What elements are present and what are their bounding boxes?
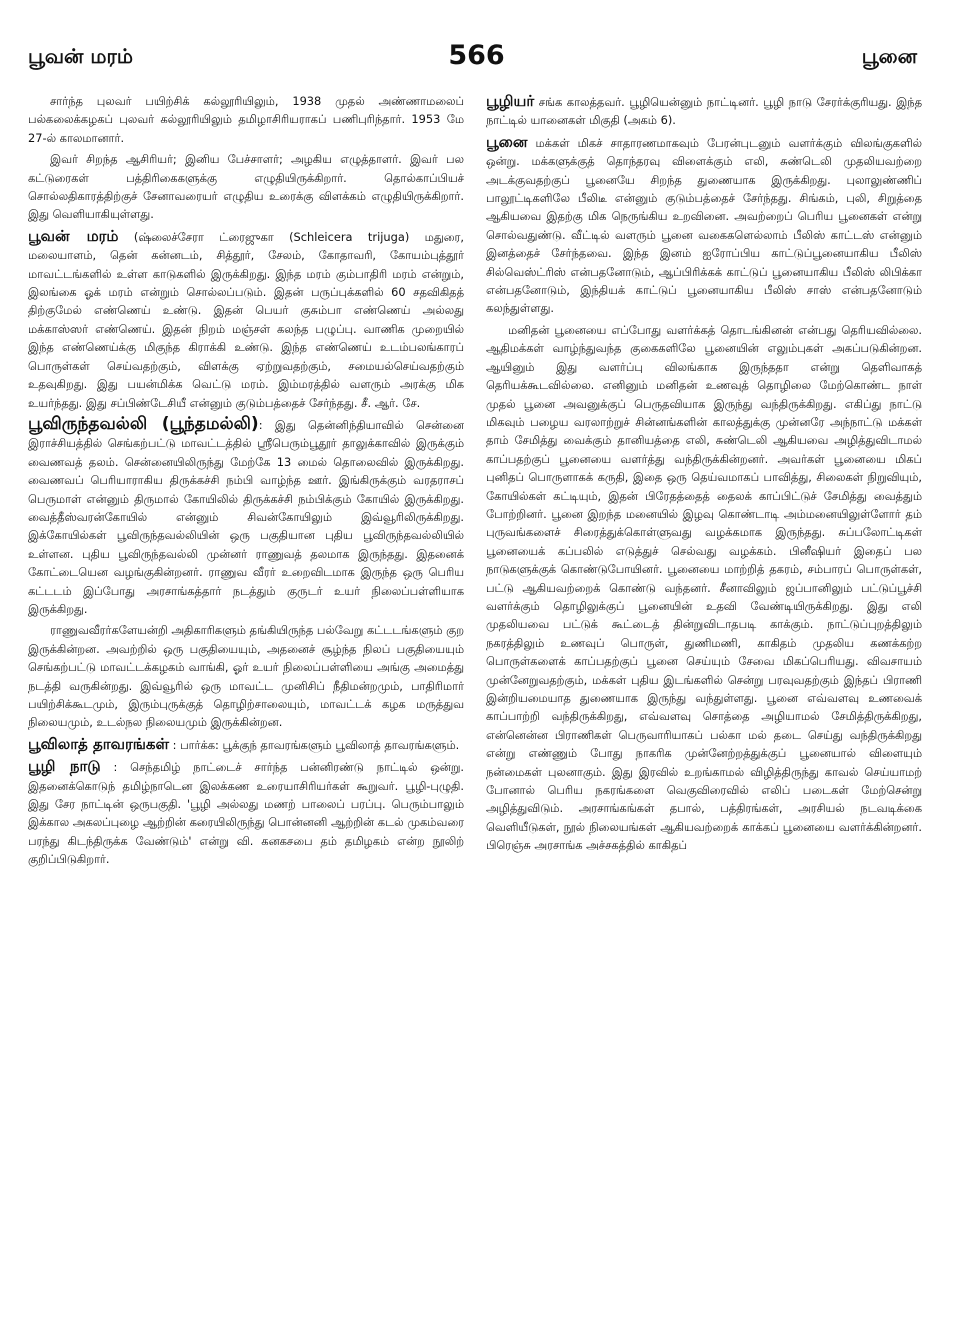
entry-poonai xyxy=(486,133,922,318)
entry-headword: பூவிலாத் தாவரங்கள் xyxy=(28,734,170,753)
entry-headword: பூவன் மரம் xyxy=(28,226,119,245)
page-number: 566 xyxy=(448,40,505,71)
entry-text: : பார்க்க: பூக்குந் தாவரங்களும் பூவிலாத் தாவரங்களும். xyxy=(172,737,460,752)
entry-paragraph xyxy=(28,150,464,224)
entry-paragraph xyxy=(486,321,922,855)
entry-poovan-maram xyxy=(28,227,464,412)
entry-text: சார்ந்த புலவர் பயிற்சிக் கல்லூரியிலும், 1938 முதல் அண்ணாமலைப் பல்கலைக்கழகப் புலவர் கல்லூரியிலும் தமிழாசிரியராகப் பணிபுரிந்தார். 1953 மே 27-ல் காலமானார். xyxy=(28,94,464,145)
entry-text: இவர் சிறந்த ஆசிரியர்; இனிய பேச்சாளர்; அழகிய எழுத்தாளர். இவர் பல கட்டுரைகள் பத்திரிகைகளுக்கு எழுதியிருக்கிறார். தொல்காப்பியச் சொல்லதிகாரத்திற்குச் சேனாவரையர் எழுதிய உரைக்கு விளக்கம் எழுதியிருக்கிறார். இது வெளியாகியுள்ளது. xyxy=(28,152,464,222)
entry-headword: பூவிருந்தவல்லி (பூந்தமல்லி) xyxy=(28,413,259,434)
right-column xyxy=(486,92,922,1328)
entry-text: : செந்தமிழ் நாட்டைச் சார்ந்த பன்னிரண்டு நாட்டில் ஒன்று. இதனைக்கொடுந் தமிழ்நாடென இலக்கண உரையாசிரியர்கள் கூறுவர். பூழி-புழுதி. இது சேர நாட்டின் ஒருபகுதி. 'பூழி அல்லது மணற் பாலைப் பரப்பு. பெரும்பாலும் இக்கால அகலப்புழை ஆற்றின் கரையிலிருந்து பொன்னனி ஆற்றின் கடல் முகம்வரை பரந்து கிடந்திருக்க வேண்டும்' என்று வி. கனகசபை தம் தமிழகம் என்ற நூலிற் குறிப்பிடுகிறார். xyxy=(28,760,464,867)
entry-headword: பூனை xyxy=(486,132,528,151)
entry-poozhi-naadu xyxy=(28,757,464,868)
entry-poovilaa-thavarangal xyxy=(28,735,464,754)
entry-paragraph xyxy=(28,621,464,731)
page-header xyxy=(0,0,953,80)
entry-text: சங்க காலத்தவர். பூழியென்னும் நாட்டினர். பூழி நாடு சேரர்க்குரியது. இந்த நாட்டில் யானைகள் மிகுதி (அகம் 6). xyxy=(486,95,922,128)
running-head-right: பூனை xyxy=(861,44,917,68)
running-head-left: பூவன் மரம் xyxy=(28,44,133,68)
entry-text: ராணுவவீரர்களேயன்றி அதிகாரிகளும் தங்கியிருந்த பல்வேறு கட்டடங்களும் குற இருக்கின்றன. அவற்றில் ஒரு பகுதியையும், அதனைச் சூழ்ந்த நிலப் பகுதியையும் செங்கற்பட்டு மாவட்டக்கழகம் வாங்கி, ஓர் உயர் நிலைப்பள்ளியை அங்கு அமைத்து நடத்தி வருகின்றது. இவ்வூரில் ஒரு மாவட்ட முனிசிப் நீதிமன்றமும், பாதிரிமார் பயிற்சிக்கூடமும், இரும்புருக்குத் தொழிற்சாலையும், மாவட்டக் கழக மருத்துவ நிலையமும், உடல்நல நிலையமும் இருக்கின்றன. xyxy=(28,623,464,730)
entry-text: மனிதன் பூனையை எப்போது வளர்க்கத் தொடங்கினன் என்பது தெரியவில்லை. ஆதிமக்கள் வாழ்ந்துவந்த குகைகளிலே பூனையின் எலும்புகள் அகப்படுகின்றன. ஆயினும் இது வளர்ப்பு விலங்காக இருந்ததா என்று தெளிவாகத் தெரியக்கூடவில்லை. எனினும் மனிதன் உணவுத் தொழிலை மேற்கொண்ட நாள் முதல் பூனை அவனுக்குப் பெருதவியாக இருந்து வந்திருக்கிறது. எகிப்து நாட்டு மிகவும் பழைய வரலாற்றுச் சின்னங்களின் காலத்துக்கு முன்னரே அந்நாட்டு மக்கள் தாம் சேமித்து வைக்கும் தானியத்தை எலி, சுண்டெலி ஆகியவை அழித்துவிடாமல் காப்பதற்குப் பூனையை வளர்த்து வந்திருக்கின்றனர். அவர்கள் பூனையை மிகப் புனிதப் பொருளாகக் கருதி, இதை ஒரு தெய்வமாகப் பாவித்து, சிலைகள் நிறுவியும், கோயில்கள் கட்டியும், இதன் பிரேதத்தைத் தைலக் காப்பிட்டுச் சேமித்து வைத்தும் போற்றினர். பூனை இறந்த மனையில் இழவு கொண்டாடி அம்மனையிலுள்ளோர் தம் புருவங்களைச் சிரைத்துக்கொள்ளுவது வழக்கமாக இருந்தது. சுப்பலோட்டிகள் பூனையைக் கப்பலில் எடுத்துச் செல்வது வழக்கம். பினீஷியர் இதைப் பல நாடுகளுக்குக் கொண்டுபோயினர். பூனையை மாற்றித் தகரம், சம்பாரப் பொருள்கள், பட்டு ஆகியவற்றைக் கொண்டு வந்தனர். சீனாவிலும் ஜப்பானிலும் பட்டுப்பூச்சி வளர்க்கும் தொழிலுக்குப் பூனையின் உதவி வேண்டியிருக்கிறது. இது எலி முதலியவை பட்டுக் கூட்டைத் தின்றுவிடாதபடி காக்கும். நாட்டுப்புறத்திலும் நகரத்திலும் உணவுப் பொருள், துணிமணி, காகிதம் முதலிய கணக்கற்ற பொருள்களைக் காப்பதற்குப் பூனை செய்யும் சேவை மிகப்பெரியது. விவசாயம் முன்னேறுவதற்கும், மக்கள் புதிய இடங்களில் சென்று பரவுவதற்கும் இந்தப் பிராணி இன்றியமையாத துணையாக இருந்து வந்துள்ளது. பூனை எவ்வளவு உணவைக் காப்பாற்றி வந்திருக்கிறது, எவ்வளவு சொத்தை அழியாமல் சேமித்திருக்கிறது, என்னென்ன பிராணிகள் பெருவாரியாகப் பல்கா மல் தடை செய்து வந்திருக்கிறது என்று எண்ணும் போது நாகரிக முன்னேற்றத்துக்குப் பூனையால் விளையும் நன்மைகள் புலனாகும். இது இரவில் உறங்காமல் விழித்திருந்து காவல் செய்யாமற் போனால் பெரிய நகரங்களை வெகுவிரைவில் எலிப் படைகள் மேற்சென்று அழித்துவிடும். அரசாங்கங்கள் தபால், பத்திரங்கள், அரசியல் நடவடிக்கை வெளியீடுகள், நூல் நிலையங்கள் ஆகியவற்றைக் காக்கப் பூனையை வளர்க்கின்றனர். பிரெஞ்சு அரசாங்க அச்சகத்தில் காகிதப் xyxy=(486,322,922,853)
entry-paragraph xyxy=(28,92,464,147)
entry-text: (ஷ்லைச்சேரா ட்ரைஜுகா (Schleicera trijuga) மதுரை, மலையாளம், தென் கன்னடம், சித்தூர், சேலம், கோதாவரி, கோயம்புத்தூர் மாவட்டங்களில் உள்ள காடுகளில் இருக்கிறது. இந்த மரம் கும்பாதிரி மரம் என்றும், இலங்கை ஓக் மரம் என்றும் சொல்லப்படும். இதன் பருப்புக்களில் 60 சதவிகிதத் திற்குமேல் எண்ணெய் உண்டு. இதன் பெயர் குசும்பா எண்ணெய் அல்லது மக்காஸ்ஸர் எண்ணெய். இதன் நிறம் மஞ்சள் கலந்த பழுப்பு. வாணிக முறையில் இந்த எண்ணெய்க்கு மிகுந்த கிராக்கி உண்டு. இந்த எண்ணெய் உடம்பலங்காரப் பொருள்கள் செய்வதற்கும், விளக்கு ஏற்றுவதற்கும், சமையல்செய்வதற்கும் உதவுகிறது. இது பயன்மிக்க வெட்டு மரம். இம்மரத்தில் வளரும் அரக்கு மிக உயர்ந்தது. இது சப்பிண்டேசியீ என்னும் குடும்பத்தைச் சேர்ந்தது. சீ. ஆர். சே. xyxy=(28,229,464,410)
entry-poozhiyar xyxy=(486,92,922,130)
entry-poovirundhavalli xyxy=(28,415,464,618)
entry-headword: பூழியர் xyxy=(486,92,535,110)
entry-text: மக்கள் மிகச் சாதாரணமாகவும் பேரன்புடனும் வளர்க்கும் விலங்குகளில் ஒன்று. மக்களுக்குத் தொந்தரவு விளைக்கும் எலி, சுண்டெலி முதலியவற்றை அடக்குவதற்குப் பூனையே சிறந்த துணையாக இருக்கிறது. புலாலுண்ணிப் பாலூட்டிகளிலே பீலிடீ என்னும் குடும்பத்தைச் சேர்ந்தது. சிங்கம், புலி, சிறுத்தை ஆகியவை இதற்கு மிக நெருங்கிய உறவினை. அவற்றைப் பெரிய பூனைகள் என்று சொல்வதுண்டு. வீட்டில் வளரும் பூனை வகைகளெல்லாம் பீலிஸ் காட்டஸ் என்னும் இனத்தைச் சேர்ந்தவை. இந்த இனம் ஐரோப்பிய காட்டுப்பூனையாகிய பீலிஸ் சில்வெஸ்ட்ரிஸ் என்பதனோடும், ஆப்பிரிக்கக் காட்டுப் பூனையாகிய பீலிஸ் லிபிக்கா என்பதனோடும், இந்தியக் காட்டுப் பூனையாகிய பீலிஸ் சாஸ் என்பதனோடும் கலந்துள்ளது. xyxy=(486,135,922,316)
entry-headword: பூழி நாடு xyxy=(28,757,101,776)
left-column xyxy=(28,92,464,1328)
entry-text: : இது தென்னிந்தியாவில் சென்னை இராச்சியத்தில் செங்கற்பட்டு மாவட்டத்தில் ஸ்ரீபெரும்பூதூர் தாலுக்காவில் இருக்கும் வைணவத் தலம். சென்னையிலிருந்து மேற்கே 13 மைல் தொலைவில் இருக்கிறது. வைணவப் பெரியாராகிய திருக்கச்சி நம்பி வாழ்ந்த ஊர். இங்கிருக்கும் வரதராசப் பெருமாள் என்னும் திருமால் கோயிலில் திருக்கச்சி நம்பிக்கும் கோயில் இருக்கிறது. வைத்தீஸ்வரன்கோயில் என்னும் சிவன்கோயிலும் இவ்வூரிலிருக்கிறது. இக்கோயில்கள் பூவிருந்தவல்லியின் ஒரு பகுதியான புதிய பூவிருந்தவல்லியில் உள்ளன. புதிய பூவிருந்தவல்லி முன்னர் ராணுவத் தலமாக இருந்தது. இதனைக் கோட்டையென வழங்குகின்றனர். ராணுவ வீரர் உறைவிடமாக இருந்த ஒரு பெரிய கட்டடம் இப்போது அரசாங்கத்தார் நடத்தும் குருடர் உயர் நிலைப்பள்ளியாக இருக்கிறது. xyxy=(28,417,464,616)
